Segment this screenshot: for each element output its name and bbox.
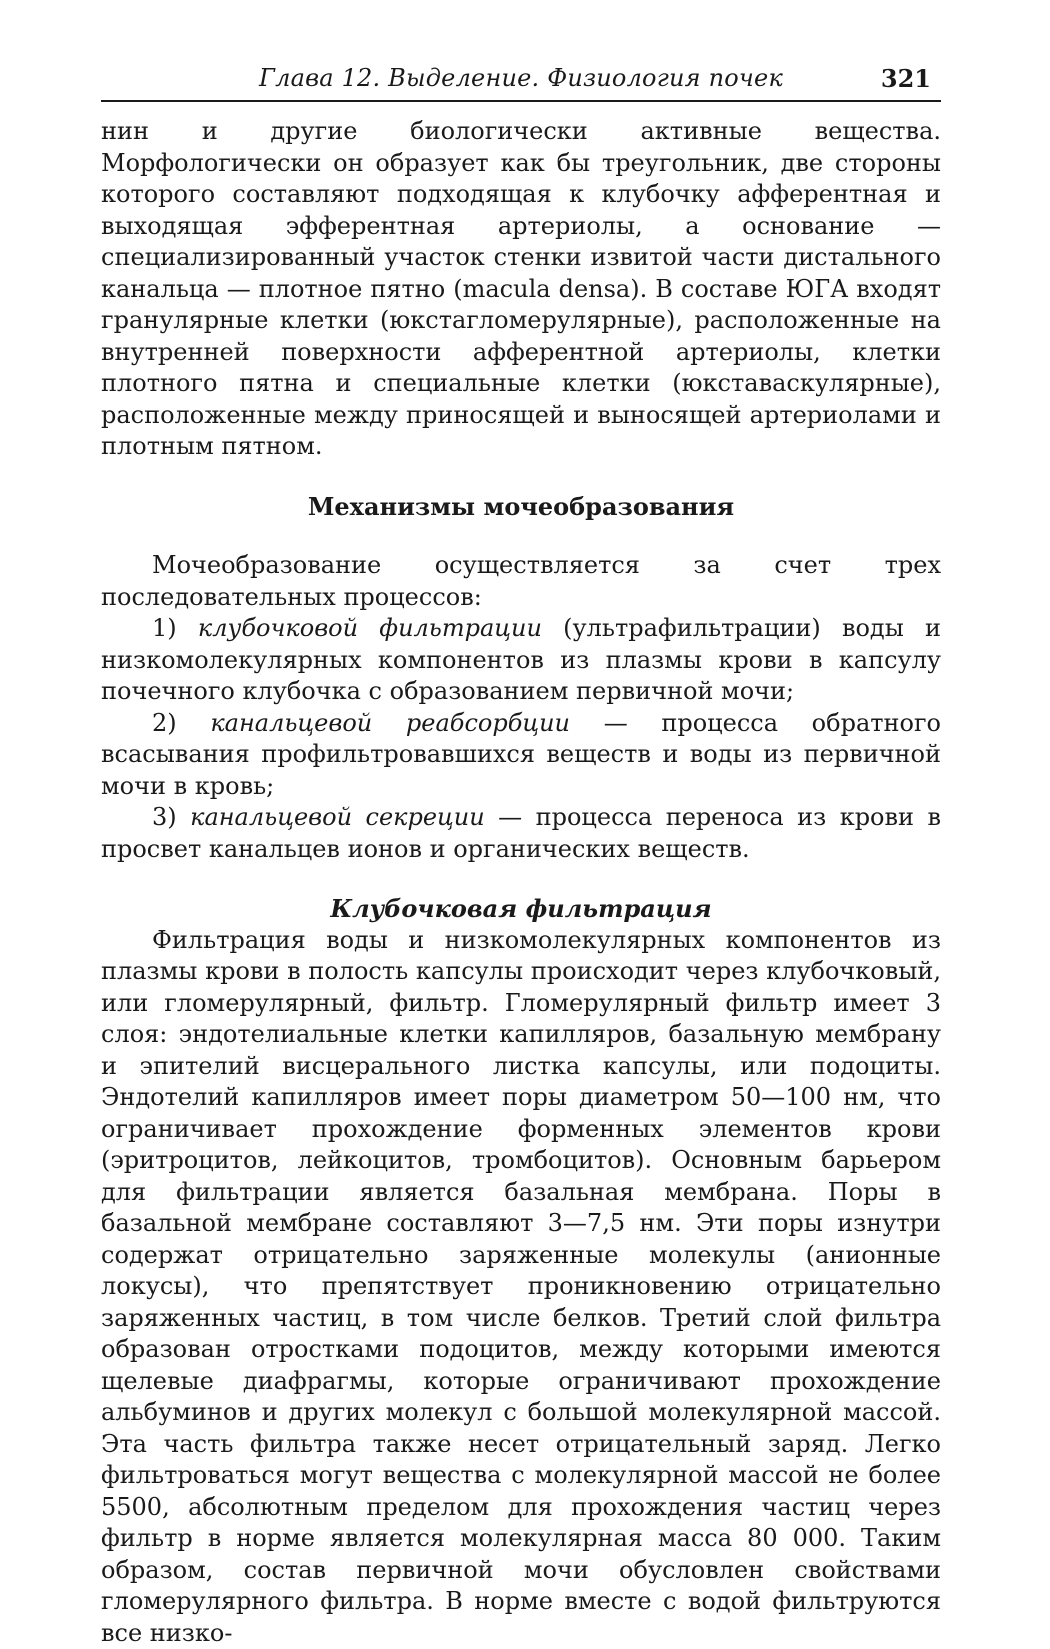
list-item-number: 3) <box>152 803 177 831</box>
subsection-heading: Клубочковая фильтрация <box>101 893 941 925</box>
section-heading: Механизмы мочеобразования <box>101 491 941 523</box>
running-header <box>101 60 941 102</box>
list-item-text: (ультрафильтрации) воды и низкомолекулярных компонентов из плазмы крови в капсулу почечного клубочка с образованием первичной мочи; <box>101 614 941 705</box>
list-item-text: — процесса переноса из крови в просвет канальцев ионов и органических веществ. <box>101 803 941 863</box>
page-body <box>101 116 941 1649</box>
list-item-text: — процесса обратного всасывания профильтровавшихся веществ и воды из первичной мочи в кровь; <box>101 709 941 800</box>
list-item-secretion <box>101 802 941 865</box>
filtration-paragraph: Фильтрация воды и низкомолекулярных компонентов из плазмы крови в полость капсулы происходит через клубочковый, или гломерулярный, фильтр. Гломерулярный фильтр имеет 3 слоя: эндотелиальные клетки капилляров, базальную мембрану и эпителий висцерального листка капсулы, или подоциты. Эндотелий капилляров имеет поры диаметром 50—100 нм, что ограничивает прохождение форменных элементов крови (эритроцитов, лейкоцитов, тромбоцитов). Основным барьером для фильтрации является базальная мембрана. Поры в базальной мембране составляют 3—7,5 нм. Эти поры изнутри содержат отрицательно заряженные молекулы (анионные локусы), что препятствует проникновению отрицательно заряженных частиц, в том числе белков. Третий слой фильтра образован отростками подоцитов, между которыми имеются щелевые диафрагмы, которые ограничивают прохождение альбуминов и других молекул с большой молекулярной массой. Эта часть фильтра также несет отрицательный заряд. Легко фильтроваться могут вещества с молекулярной массой не более 5500, абсолютным пределом для прохождения частиц через фильтр в норме является молекулярная масса 80 000. Таким образом, состав первичной мочи обусловлен свойствами гломерулярного фильтра. В норме вместе с водой фильтруются все низко- <box>101 925 941 1649</box>
list-item-number: 1) <box>152 614 177 642</box>
section-lead-paragraph: Мочеобразование осуществляется за счет трех последовательных процессов: <box>101 550 941 613</box>
list-item-term: канальцевой реабсорбции <box>210 709 570 737</box>
chapter-running-title: Глава 12. Выделение. Физиология почек <box>101 64 941 92</box>
list-item-reabsorption <box>101 708 941 803</box>
list-item-term: канальцевой секреции <box>190 803 485 831</box>
list-item-number: 2) <box>152 709 177 737</box>
list-item-term: клубочковой фильтрации <box>198 614 542 642</box>
intro-paragraph: нин и другие биологически активные вещества. Морфологически он образует как бы треугольник, две стороны которого составляют подходящая к клубочку афферентная и выходящая эфферентная артериолы, а основание — специализированный участок стенки извитой части дистального канальца — плотное пятно (macula densa). В составе ЮГА входят гранулярные клетки (юкстагломерулярные), расположенные на внутренней поверхности афферентной артериолы, клетки плотного пятна и специальные клетки (юкставаскулярные), расположенные между приносящей и выносящей артериолами и плотным пятном. <box>101 116 941 463</box>
list-item-filtration <box>101 613 941 708</box>
page-number: 321 <box>881 64 931 93</box>
book-page <box>101 60 941 1649</box>
